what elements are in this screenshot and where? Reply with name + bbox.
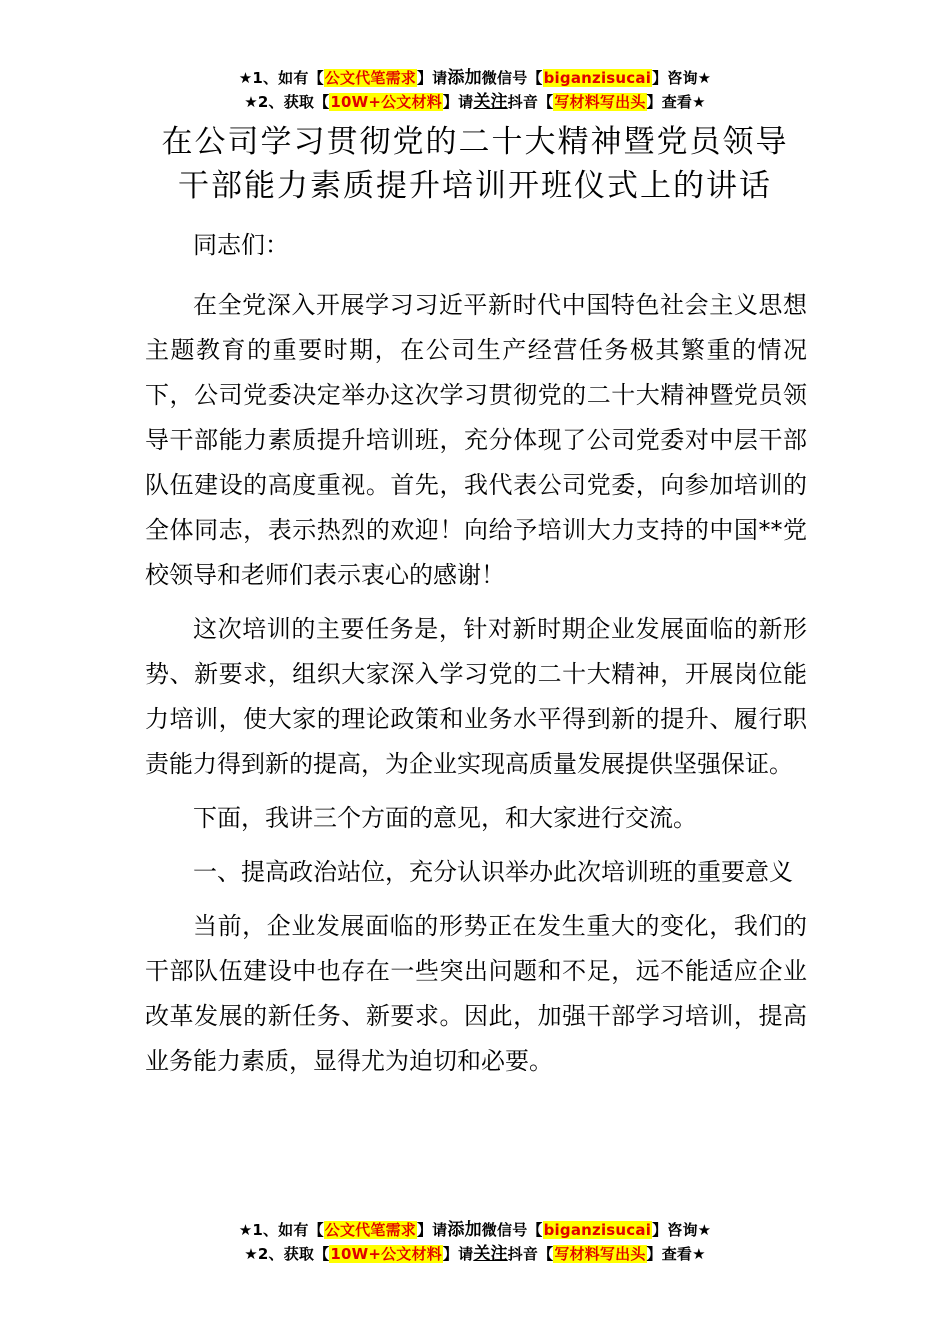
banner-line-1 (0, 66, 950, 90)
section-heading-1: 一、提高政治站位，充分认识举办此次培训班的重要意义 (193, 858, 793, 886)
banner-text: 】请 (416, 69, 448, 87)
banner-wechat-id: biganzisucai (543, 69, 652, 87)
document-title (0, 120, 950, 208)
banner-text: 】请 (442, 1245, 474, 1263)
banner-text: 】请 (416, 1221, 448, 1239)
banner-text: ★1、如有【 (238, 69, 324, 87)
banner-text: 抖音【 (507, 1245, 554, 1263)
bottom-banner (0, 1218, 950, 1266)
banner-text: 微信号【 (481, 69, 543, 87)
paragraph-situation: 当前，企业发展面临的形势正在发生重大的变化，我们的干部队伍建设中也存在一些突出问题和不足，远不能适应企业改革发展的新任务、新要求。因此，加强干部学习培训，提高业务能力素质，显得尤为迫切和必要。 (145, 912, 807, 1075)
banner-wechat-id: biganzisucai (543, 1221, 652, 1239)
banner-text: ★1、如有【 (238, 1221, 324, 1239)
banner-line-1 (0, 1218, 950, 1242)
paragraph-transition: 下面，我讲三个方面的意见，和大家进行交流。 (193, 804, 697, 832)
banner-text: 】请 (442, 93, 474, 111)
title-line-1: 在公司学习贯彻党的二十大精神暨党员领导 (161, 124, 789, 160)
banner-text: ★2、获取【 (244, 1245, 330, 1263)
banner-highlight: 公文代笔需求 (324, 1221, 416, 1239)
greeting: 同志们： (193, 231, 289, 259)
document-body (145, 223, 807, 1093)
banner-highlight: 写材料写出头 (554, 1245, 646, 1263)
banner-text: ★2、获取【 (244, 93, 330, 111)
top-banner (0, 66, 950, 114)
banner-line-2 (0, 1242, 950, 1266)
banner-highlight: 10W+公文材料 (330, 1245, 442, 1263)
banner-line-2 (0, 90, 950, 114)
banner-highlight: 10W+公文材料 (330, 93, 442, 111)
banner-text: 微信号【 (481, 1221, 543, 1239)
paragraph-task: 这次培训的主要任务是，针对新时期企业发展面临的新形势、新要求，组织大家深入学习党的二十大精神，开展岗位能力培训，使大家的理论政策和业务水平得到新的提升、履行职责能力得到新的提高，为企业实现高质量发展提供坚强保证。 (145, 615, 807, 778)
banner-text: 】咨询★ (652, 1221, 712, 1239)
banner-emphasis: 关注 (473, 1244, 508, 1264)
banner-text: 】查看★ (646, 93, 706, 111)
banner-emphasis: 添加 (447, 1220, 482, 1240)
banner-highlight: 公文代笔需求 (324, 69, 416, 87)
banner-highlight: 写材料写出头 (554, 93, 646, 111)
banner-emphasis: 关注 (473, 92, 508, 112)
banner-text: 】查看★ (646, 1245, 706, 1263)
banner-text: 】咨询★ (652, 69, 712, 87)
banner-emphasis: 添加 (447, 68, 482, 88)
paragraph-intro: 在全党深入开展学习习近平新时代中国特色社会主义思想主题教育的重要时期，在公司生产经营任务极其繁重的情况下，公司党委决定举办这次学习贯彻党的二十大精神暨党员领导干部能力素质提升培训班，充分体现了公司党委对中层干部队伍建设的高度重视。首先，我代表公司党委，向参加培训的全体同志，表示热烈的欢迎！向给予培训大力支持的中国**党校领导和老师们表示衷心的感谢！ (145, 291, 807, 589)
banner-text: 抖音【 (507, 93, 554, 111)
title-line-2: 干部能力素质提升培训开班仪式上的讲话 (178, 168, 772, 204)
